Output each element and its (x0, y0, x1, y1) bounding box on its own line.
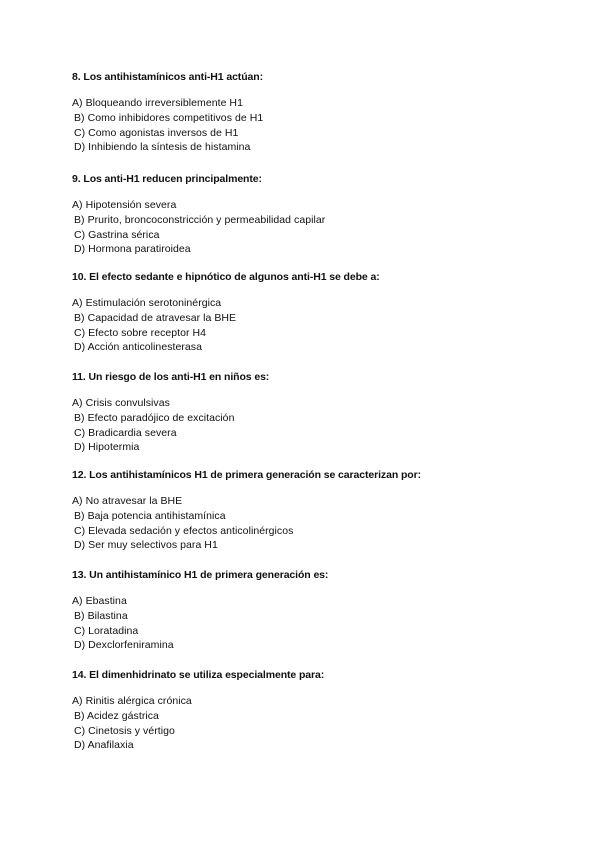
options-list (72, 96, 552, 155)
options-list (72, 594, 552, 653)
option-c: C) Elevada sedación y efectos anticolinérgicos (74, 524, 294, 537)
question-8 (72, 70, 552, 155)
question-11 (72, 370, 552, 455)
option-b: B) Baja potencia antihistamínica (74, 509, 226, 522)
question-title: 14. El dimenhidrinato se utiliza especialmente para: (72, 669, 325, 681)
option-d: D) Anafilaxia (74, 739, 134, 752)
question-title: 13. Un antihistamínico H1 de primera generación es: (72, 569, 329, 581)
option-a: A) Hipotensión severa (72, 199, 177, 211)
options-list (72, 494, 552, 553)
question-title: 11. Un riesgo de los anti-H1 en niños es: (72, 371, 270, 383)
question-title: 8. Los antihistamínicos anti-H1 actúan: (72, 71, 263, 83)
question-title: 10. El efecto sedante e hipnótico de algunos anti-H1 se debe a: (72, 271, 380, 283)
option-c: C) Bradicardia severa (74, 426, 177, 439)
option-b: B) Acidez gástrica (74, 709, 159, 722)
options-list (72, 296, 552, 355)
question-title: 12. Los antihistamínicos H1 de primera generación se caracterizan por: (72, 469, 421, 481)
options-list (72, 396, 552, 455)
option-b: B) Prurito, broncoconstricción y permeabilidad capilar (74, 213, 326, 226)
option-c: C) Como agonistas inversos de H1 (74, 126, 239, 139)
option-a: A) Rinitis alérgica crónica (72, 695, 192, 707)
question-title: 9. Los anti-H1 reducen principalmente: (72, 173, 262, 185)
option-c: C) Loratadina (74, 624, 139, 637)
option-c: C) Efecto sobre receptor H4 (74, 326, 207, 339)
option-a: A) Bloqueando irreversiblemente H1 (72, 97, 243, 109)
option-a: A) Estimulación serotoninérgica (72, 297, 222, 309)
option-d: D) Hormona paratiroidea (74, 243, 191, 256)
option-c: C) Gastrina sérica (74, 228, 160, 241)
question-9 (72, 172, 552, 257)
option-d: D) Inhibiendo la síntesis de histamina (74, 141, 251, 154)
option-d: D) Acción anticolinesterasa (74, 341, 202, 354)
option-b: B) Efecto paradójico de excitación (74, 411, 235, 424)
option-d: D) Hipotermia (74, 441, 140, 454)
option-a: A) No atravesar la BHE (72, 495, 183, 507)
option-d: D) Ser muy selectivos para H1 (74, 539, 218, 552)
option-b: B) Capacidad de atravesar la BHE (74, 311, 237, 324)
option-a: A) Crisis convulsivas (72, 397, 170, 409)
option-c: C) Cinetosis y vértigo (74, 724, 175, 737)
options-list (72, 198, 552, 257)
question-14 (72, 668, 552, 753)
option-b: B) Como inhibidores competitivos de H1 (74, 111, 264, 124)
options-list (72, 694, 552, 753)
question-10 (72, 270, 552, 355)
option-b: B) Bilastina (74, 609, 128, 622)
question-12 (72, 468, 552, 553)
option-d: D) Dexclorfeniramina (74, 639, 174, 652)
question-13 (72, 568, 552, 653)
option-a: A) Ebastina (72, 595, 127, 607)
